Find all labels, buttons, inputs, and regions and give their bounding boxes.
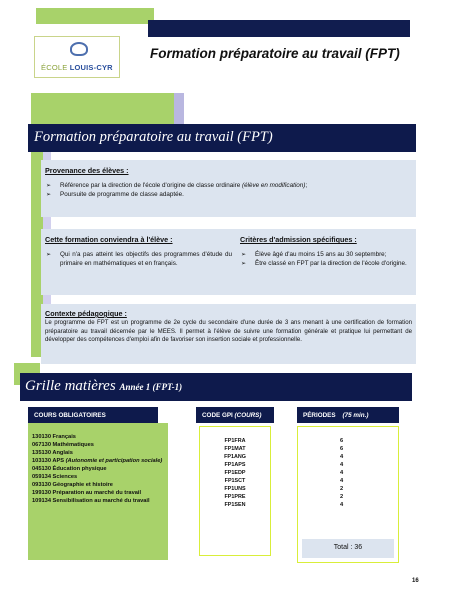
arrow-bullet-icon: ➢	[46, 191, 52, 198]
table-row: 135130 Anglais	[32, 450, 73, 457]
school-logo	[34, 36, 120, 78]
periods-total: Total : 36	[302, 539, 394, 558]
table-cell: 4	[340, 462, 344, 469]
table-cell: 2	[340, 486, 344, 493]
logo-text: ÉCOLE LOUIS-CYR	[41, 63, 113, 72]
grid-subtitle: Année 1 (FPT-1)	[119, 382, 183, 392]
table-cell: 4	[340, 502, 344, 509]
table-row: 130130 Français	[32, 434, 76, 440]
table-cell: FP1MAT	[224, 446, 246, 453]
provenance-list	[45, 182, 412, 199]
column-header-periods: PÉRIODES (75 min.)	[297, 407, 399, 423]
table-cell: FP1SCT	[224, 478, 246, 485]
criteria-list	[240, 251, 412, 268]
section-title: Formation préparatoire au travail (FPT)	[34, 129, 273, 145]
table-cell: FP1PRE	[224, 494, 246, 501]
list-item: ➢ Référence par la direction de l'école d'origine de classe ordinaire (élève en modification);	[46, 182, 308, 189]
grid-heading-bar	[20, 373, 412, 401]
table-cell: FP1SEN	[224, 502, 246, 509]
page-title: Formation préparatoire au travail (FPT)	[150, 46, 400, 61]
list-item: ➢ Qui n'a pas atteint les objectifs des programmes d'étude du primaire en mathématiques et en français.	[46, 251, 232, 267]
section-heading-bar	[28, 124, 416, 152]
periods-column	[297, 426, 399, 563]
table-row: 045130 Éducation physique	[32, 466, 107, 473]
grid-title: Grille matières Année 1 (FPT-1)	[25, 378, 183, 394]
criteria-box	[236, 229, 416, 295]
decor-green-panel	[31, 93, 175, 128]
logo-emblem-icon	[70, 42, 88, 56]
table-row: 103130 APS (Autonomie et participation sociale)	[32, 458, 163, 465]
context-title: Contexte pédagogique :	[45, 309, 127, 318]
arrow-bullet-icon: ➢	[46, 183, 52, 189]
table-cell: FP1ANG	[224, 454, 246, 461]
table-row: 199130 Préparation au marché du travail	[32, 490, 142, 497]
header-green-bar	[36, 8, 154, 24]
provenance-box	[41, 160, 416, 217]
courses-column	[28, 423, 168, 560]
provenance-title: Provenance des élèves :	[45, 166, 129, 175]
table-cell: FP1UNS	[224, 486, 246, 493]
table-cell: 6	[340, 438, 344, 444]
table-row: 093130 Géographie et histoire	[32, 482, 113, 489]
table-cell: 4	[340, 454, 344, 461]
decor-lavender-stripe	[174, 93, 184, 128]
codes-column	[199, 426, 271, 556]
formation-title: Cette formation conviendra à l'élève :	[45, 235, 173, 244]
column-header-courses: COURS OBLIGATOIRES	[28, 407, 158, 423]
formation-list	[45, 251, 232, 268]
arrow-bullet-icon: ➢	[46, 252, 52, 258]
table-cell: 2	[340, 494, 344, 501]
table-cell: 6	[340, 446, 344, 453]
table-row: 067130 Mathématiques	[32, 442, 94, 449]
table-cell: FP1EDP	[224, 470, 246, 477]
list-item: ➢ Être classé en FPT par la direction de l'école d'origine.	[241, 259, 407, 267]
table-cell: FP1APS	[224, 462, 246, 469]
criteria-title: Critères d'admission spécifiques :	[240, 235, 357, 244]
context-box	[41, 304, 416, 364]
table-cell: 4	[340, 478, 344, 485]
table-cell: 4	[340, 470, 344, 477]
context-text: Le programme de FPT est un programme de 2e cycle du secondaire d'une durée de 3 ans menant à une certification de formation préparatoire au travail décernée par le MEES. Il permet à l'élève de suivre une formation générale et pratique lui permettant de développer des compétences d'emploi afin de favoriser son insertion sociale et professionnelle.	[45, 319, 412, 344]
table-row: 059134 Sciences	[32, 474, 78, 481]
column-header-code: CODE GPI (COURS)	[196, 407, 274, 423]
page-number: 16	[412, 578, 419, 584]
arrow-bullet-icon: ➢	[241, 252, 247, 258]
formation-box	[41, 229, 236, 295]
list-item: ➢ Élève âgé d'au moins 15 ans au 30 septembre;	[241, 251, 387, 258]
list-item: ➢ Poursuite de programme de classe adaptée.	[46, 190, 184, 198]
arrow-bullet-icon: ➢	[241, 260, 247, 267]
header-navy-bar	[148, 20, 410, 37]
table-cell: FP1FRA	[224, 438, 246, 444]
table-row: 109134 Sensibilisation au marché du travail	[32, 498, 150, 505]
